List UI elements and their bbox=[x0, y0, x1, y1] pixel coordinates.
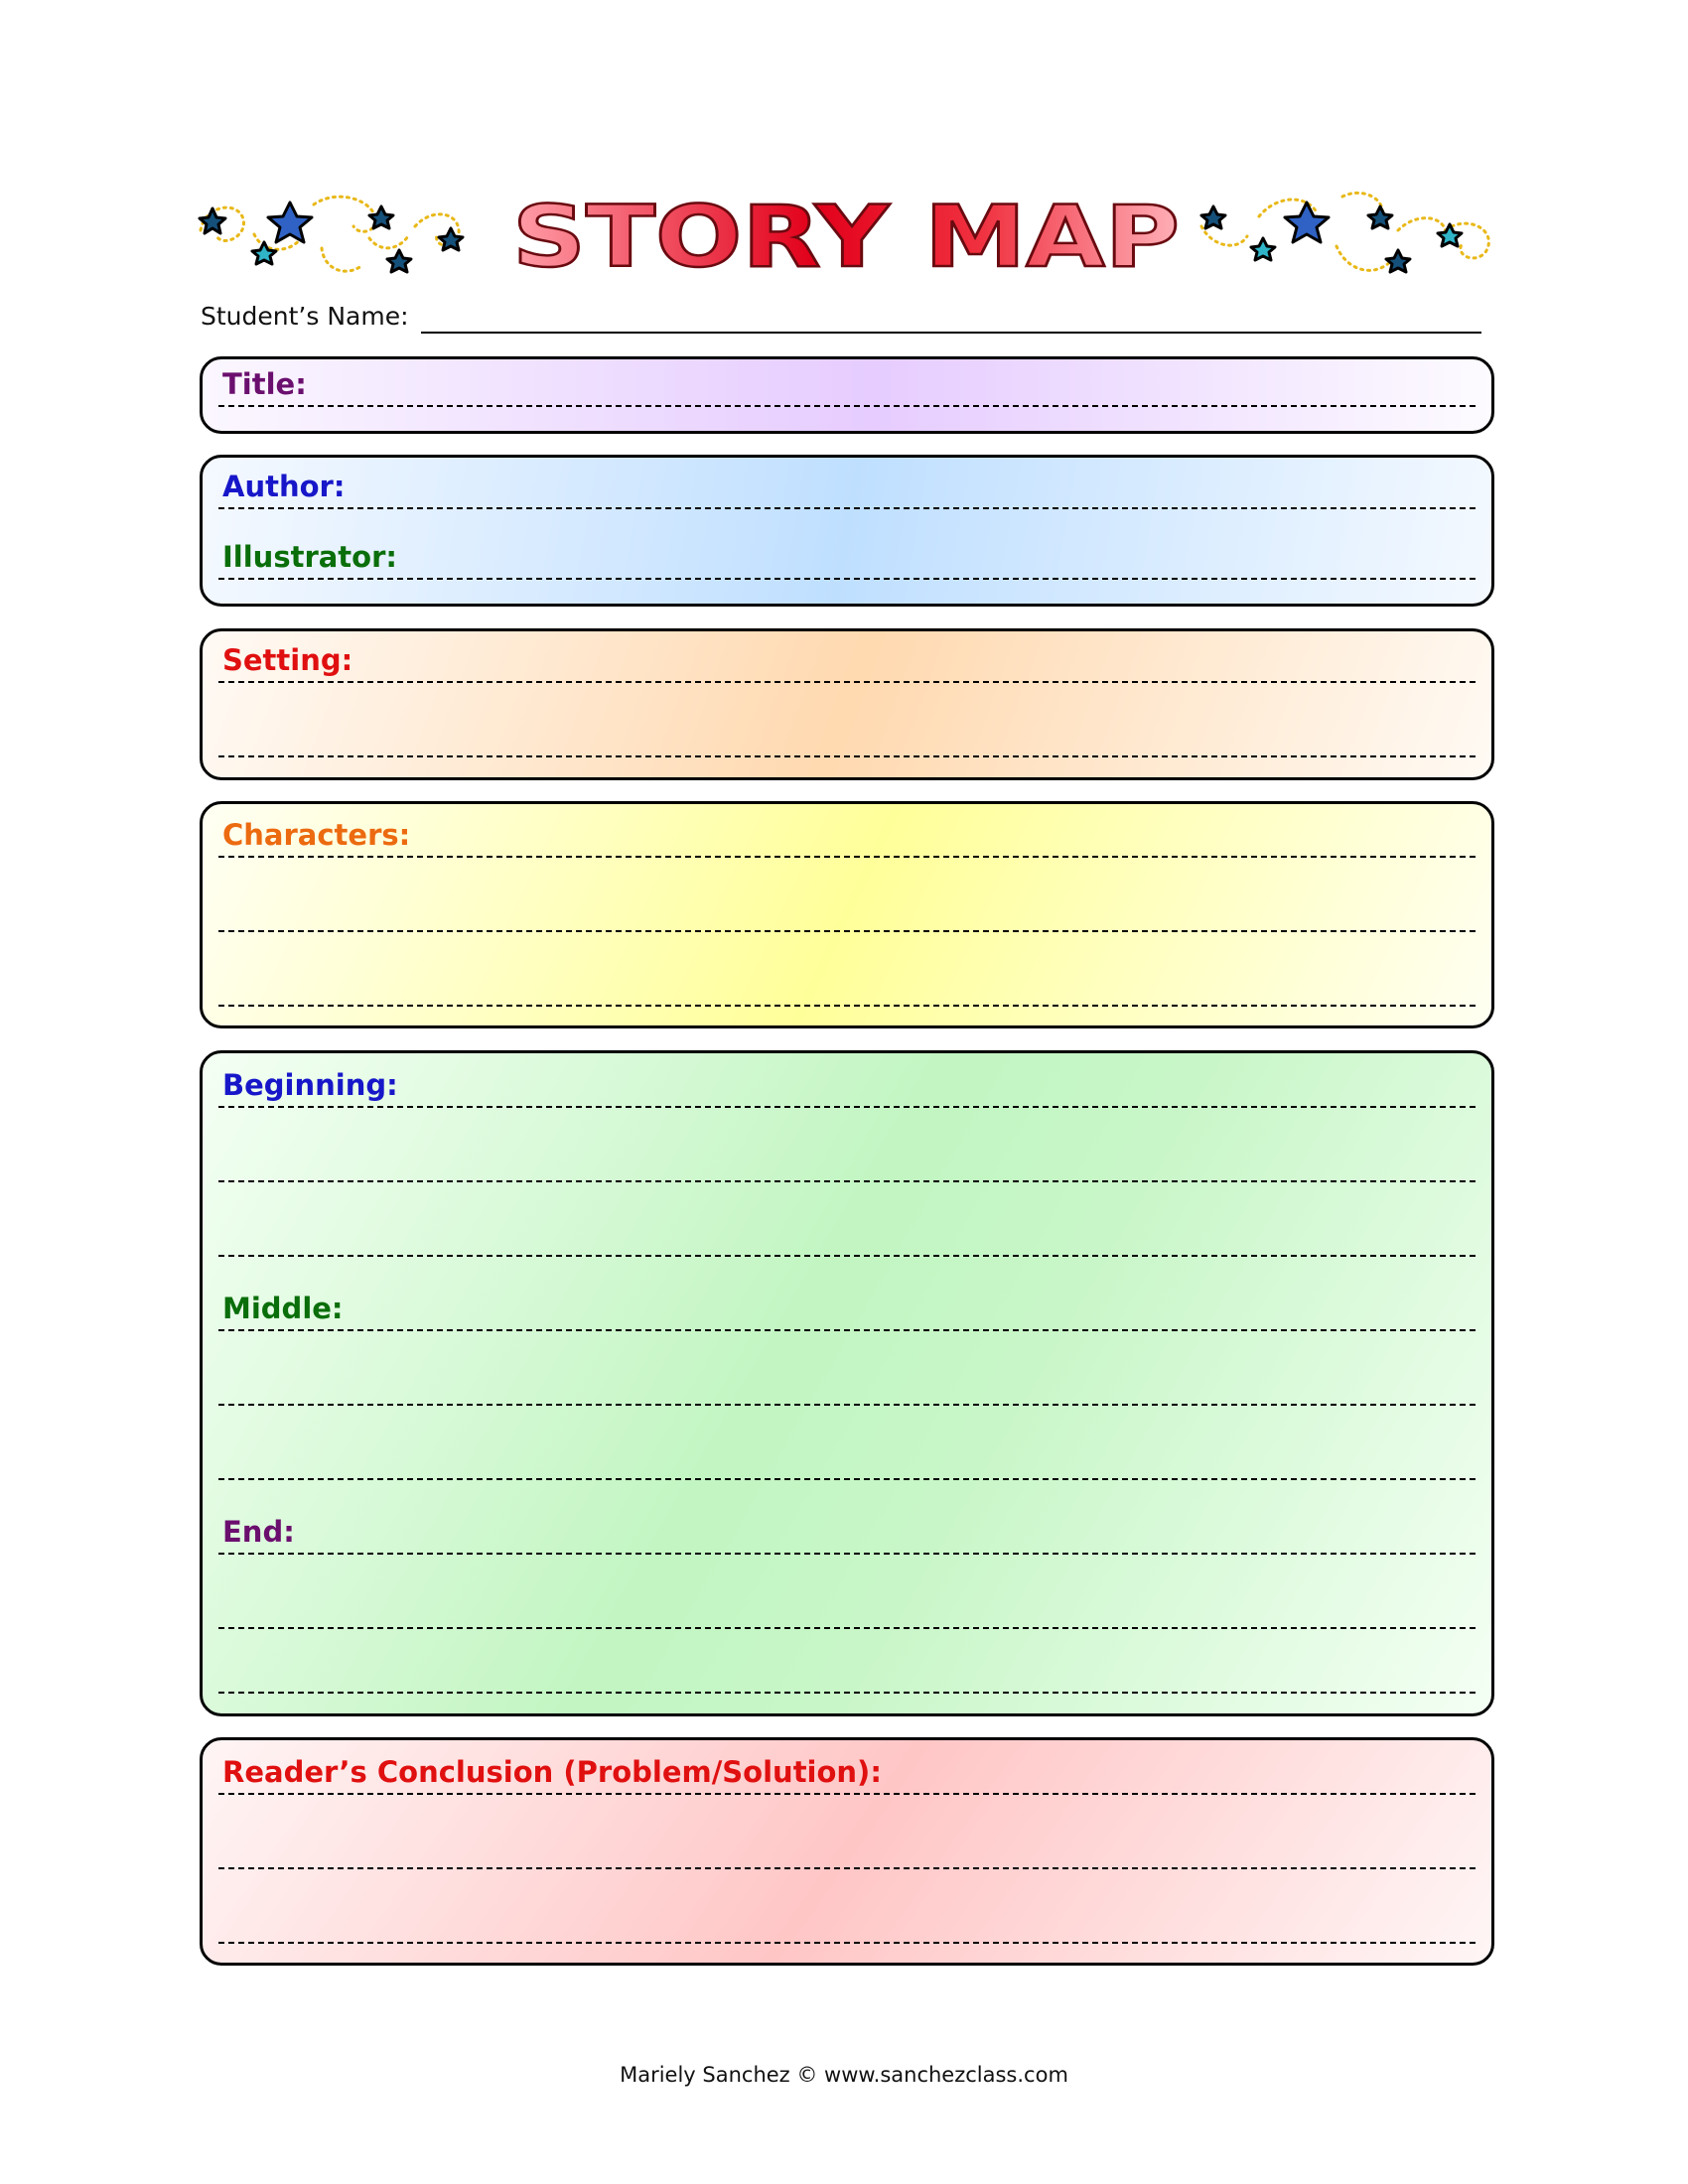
student-name-label: Student’s Name: bbox=[201, 302, 409, 331]
star-icon bbox=[200, 208, 225, 233]
illustrator-row[interactable] bbox=[218, 540, 1476, 580]
conclusion-row-3[interactable] bbox=[218, 1904, 1476, 1944]
characters-writing-line bbox=[218, 930, 1476, 932]
star-icon bbox=[252, 242, 276, 264]
beginning-row-3[interactable] bbox=[218, 1217, 1476, 1257]
characters-label: Characters: bbox=[222, 818, 411, 852]
conclusion-row-2[interactable] bbox=[218, 1830, 1476, 1869]
setting-writing-line bbox=[218, 681, 1476, 683]
beginning-row-2[interactable] bbox=[218, 1143, 1476, 1182]
beginning-writing-line bbox=[218, 1255, 1476, 1257]
story-map-title: STORY MAP bbox=[512, 188, 1180, 282]
header-banner-graphic bbox=[195, 187, 1497, 282]
conclusion-box bbox=[200, 1737, 1494, 1966]
setting-row[interactable] bbox=[218, 643, 1476, 683]
conclusion-writing-line bbox=[218, 1942, 1476, 1944]
end-row-2[interactable] bbox=[218, 1589, 1476, 1629]
student-name-row bbox=[201, 298, 1481, 338]
conclusion-writing-line bbox=[218, 1867, 1476, 1869]
conclusion-row[interactable] bbox=[218, 1755, 1476, 1795]
end-writing-line bbox=[218, 1553, 1476, 1555]
title-label: Title: bbox=[222, 367, 307, 401]
conclusion-label: Reader’s Conclusion (Problem/Solution): bbox=[222, 1755, 882, 1789]
star-icon bbox=[1251, 238, 1275, 260]
star-icon bbox=[268, 203, 312, 242]
right-stars-decoration bbox=[1201, 203, 1462, 272]
middle-writing-line bbox=[218, 1329, 1476, 1331]
illustrator-label: Illustrator: bbox=[222, 540, 397, 574]
end-writing-line bbox=[218, 1692, 1476, 1694]
star-icon bbox=[1368, 206, 1392, 228]
story-map-header bbox=[195, 187, 1497, 282]
student-name-line[interactable] bbox=[421, 332, 1481, 334]
star-icon bbox=[1201, 206, 1225, 228]
middle-label: Middle: bbox=[222, 1292, 344, 1325]
middle-row-2[interactable] bbox=[218, 1366, 1476, 1406]
setting-writing-line bbox=[218, 755, 1476, 757]
end-label: End: bbox=[222, 1515, 295, 1549]
middle-row[interactable] bbox=[218, 1292, 1476, 1331]
star-icon bbox=[1386, 250, 1410, 272]
author-row[interactable] bbox=[218, 470, 1476, 509]
characters-writing-line bbox=[218, 1005, 1476, 1007]
author-writing-line bbox=[218, 507, 1476, 509]
end-row[interactable] bbox=[218, 1515, 1476, 1555]
title-writing-line bbox=[218, 405, 1476, 407]
star-icon bbox=[1438, 224, 1462, 246]
author-illustrator-box bbox=[200, 455, 1494, 607]
conclusion-writing-line bbox=[218, 1793, 1476, 1795]
characters-writing-line bbox=[218, 856, 1476, 858]
characters-row[interactable] bbox=[218, 818, 1476, 858]
end-row-3[interactable] bbox=[218, 1654, 1476, 1694]
beginning-writing-line bbox=[218, 1106, 1476, 1108]
story-events-box bbox=[200, 1050, 1494, 1716]
left-swirl-decoration bbox=[201, 197, 459, 271]
setting-box bbox=[200, 628, 1494, 780]
middle-row-3[interactable] bbox=[218, 1440, 1476, 1480]
characters-row-3[interactable] bbox=[218, 967, 1476, 1007]
beginning-label: Beginning: bbox=[222, 1068, 398, 1102]
characters-row-2[interactable] bbox=[218, 892, 1476, 932]
title-row[interactable] bbox=[218, 367, 1476, 407]
title-box bbox=[200, 356, 1494, 434]
middle-writing-line bbox=[218, 1478, 1476, 1480]
setting-label: Setting: bbox=[222, 643, 353, 677]
star-icon bbox=[1285, 203, 1329, 242]
beginning-row[interactable] bbox=[218, 1068, 1476, 1108]
star-icon bbox=[387, 250, 411, 272]
setting-row-2[interactable] bbox=[218, 718, 1476, 757]
author-label: Author: bbox=[222, 470, 346, 503]
footer-credit: Mariely Sanchez © www.sanchezclass.com bbox=[620, 2063, 1068, 2087]
middle-writing-line bbox=[218, 1404, 1476, 1406]
characters-box bbox=[200, 801, 1494, 1028]
beginning-writing-line bbox=[218, 1180, 1476, 1182]
end-writing-line bbox=[218, 1627, 1476, 1629]
illustrator-writing-line bbox=[218, 578, 1476, 580]
